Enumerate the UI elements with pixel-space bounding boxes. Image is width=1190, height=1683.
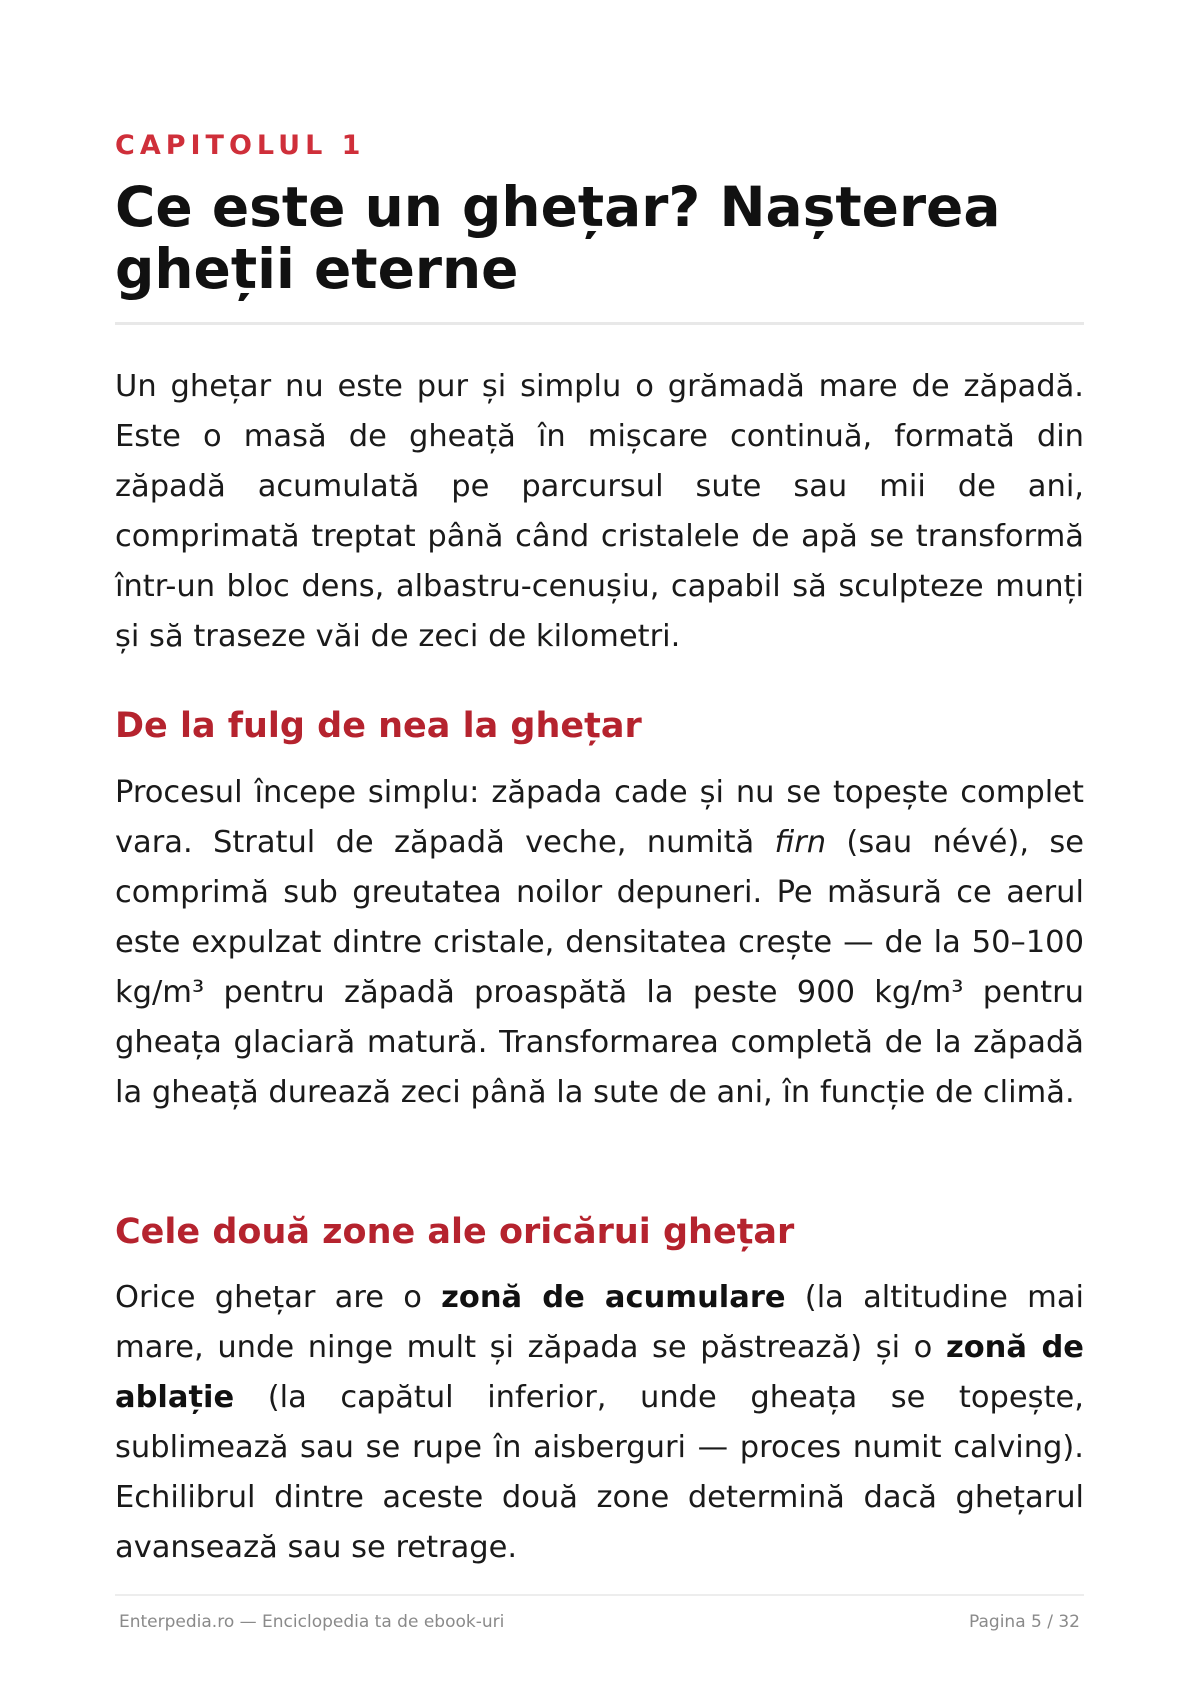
firn-paragraph <box>115 768 1084 1118</box>
zones-text-1: Orice ghețar are o <box>115 1280 442 1315</box>
intro-paragraph: Un ghețar nu este pur și simplu o grămadă mare de zăpadă. Este o masă de gheață în mișcare continuă, formată din zăpadă acumulată pe parcursul sute sau mii de ani, comprimată treptat până când cristalele de apă se transformă într-un bloc dens, albastru-cenușiu, capabil să sculpteze munți și să traseze văi de zeci de kilometri. <box>115 369 1084 654</box>
zones-paragraph <box>115 1273 1084 1573</box>
zones-text-3: (la capătul inferior, unde gheața se topește, sublimează sau se rupe în aisberguri — proces numit calving). Echilibrul dintre aceste două zone determină dacă ghețarul avansează sau se retrage. <box>115 1380 1084 1565</box>
chapter-title-line-1: Ce este un ghețar? Nașterea <box>115 175 1001 239</box>
firn-text-after: (sau névé), se comprimă sub greutatea noilor depuneri. Pe măsură ce aerul este expulzat dintre cristale, densitatea crește — de la 50–100 kg/m³ pentru zăpadă proaspătă la peste 900 kg/m³ pentru gheața glaciară matură. Transformarea completă de la zăpadă la gheață durează zeci până la sute de ani, în funcție de climă. <box>115 825 1084 1110</box>
zones-text-2: (la altitudine mai mare, unde ninge mult și zăpada se păstrează) și o <box>115 1280 1085 1365</box>
title-divider <box>115 322 1084 325</box>
firn-term: firn <box>774 825 827 860</box>
chapter-title <box>115 176 1084 300</box>
firn-text-before: Procesul începe simplu: zăpada cade și nu se topește complet vara. Stratul de zăpadă veche, numită <box>115 775 1084 860</box>
ablation-zone-term: zonă de ablație <box>115 1330 1084 1415</box>
chapter-title-line-2: gheții eterne <box>115 237 519 301</box>
section-heading-firn: De la fulg de nea la ghețar <box>115 706 642 746</box>
footer-site-name: Enterpedia.ro — Enciclopedia ta de ebook-uri <box>119 1612 505 1632</box>
footer-page-number: Pagina 5 / 32 <box>969 1612 1080 1632</box>
section-heading-zones: Cele două zone ale oricărui ghețar <box>115 1212 795 1252</box>
chapter-label: CAPITOLUL 1 <box>115 130 366 161</box>
accumulation-zone-term: zonă de acumulare <box>441 1280 786 1315</box>
footer-divider <box>115 1594 1084 1596</box>
